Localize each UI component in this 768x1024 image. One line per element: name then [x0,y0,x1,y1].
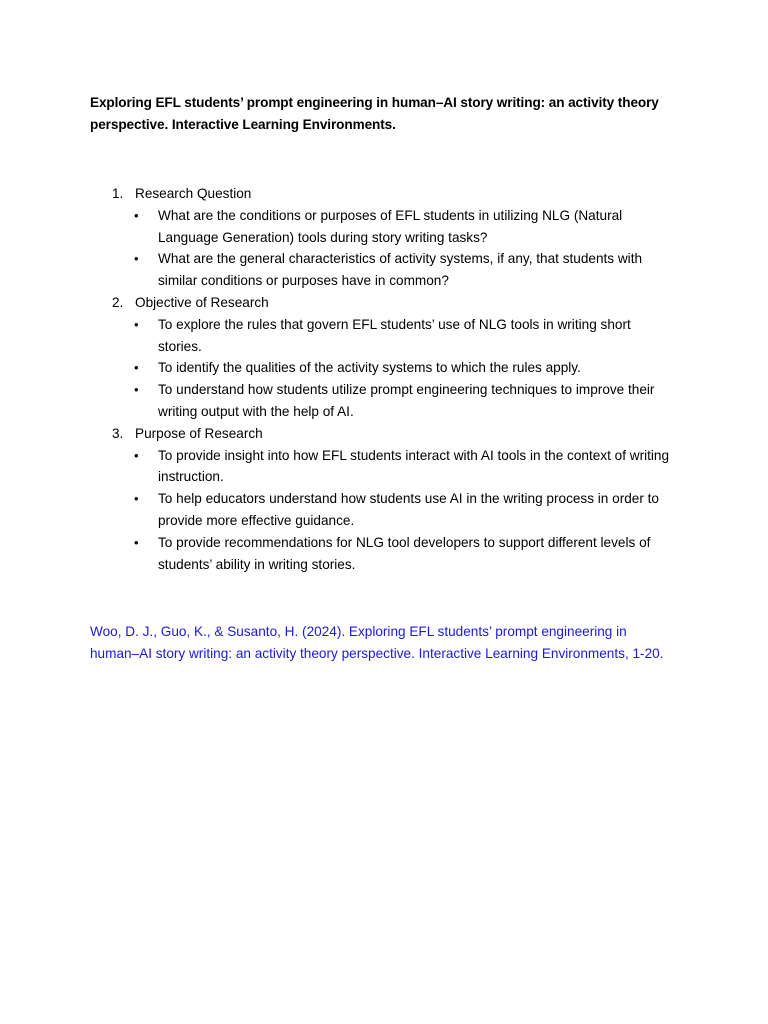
list-item-text: To understand how students utilize prompt engineering techniques to improve their writing output with the help of AI. [158,382,655,419]
bullet-icon: • [134,207,139,223]
section-number: 2. [112,294,124,310]
bullet-icon: • [134,360,139,376]
list-item-text: To provide insight into how EFL students interact with AI tools in the context of writing instruction. [158,447,670,485]
citation-reference: Woo, D. J., Guo, K., & Susanto, H. (2024). Exploring EFL students’ prompt engineering in human–AI story writing: an activity theory perspective. Interactive Learning Environments, 1-20. [90,624,664,661]
section-research-question [90,183,690,292]
bullet-list [90,314,690,423]
section-title: Objective of Research [135,294,269,310]
list-item [90,488,676,532]
list-item [90,357,676,379]
bullet-icon: • [134,316,139,332]
bullet-icon: • [134,251,139,267]
bullet-icon: • [134,491,139,507]
list-item [90,205,676,249]
list-item-text: What are the general characteristics of activity systems, if any, that students with similar conditions or purposes have in common? [158,251,643,289]
section-heading [90,423,690,445]
section-heading [90,292,690,314]
bullet-icon: • [134,382,139,398]
bullet-icon: • [134,447,139,463]
section-number: 1. [112,186,124,201]
document-title: Exploring EFL students’ prompt engineering in human–AI story writing: an activity theory perspective. Interactive Learning Environments. [90,95,659,132]
bullet-list [90,445,690,576]
list-item-text: To provide recommendations for NLG tool developers to support different levels of students’ ability in writing stories. [158,534,651,572]
bullet-list [90,205,690,292]
list-item-text: To help educators understand how students use AI in the writing process in order to provide more effective guidance. [158,491,659,528]
section-title: Research Question [135,186,252,201]
list-item-text: What are the conditions or purposes of EFL students in utilizing NLG (Natural Language Generation) tools during story writing tasks? [158,207,623,245]
list-item-text: To identify the qualities of the activity systems to which the rules apply. [158,360,581,376]
section-purpose-of-research [90,423,690,576]
section-heading [90,183,690,205]
list-item [90,445,676,489]
research-outline [90,183,690,575]
list-item [90,379,676,423]
bullet-icon: • [134,534,139,550]
list-item [90,248,676,292]
section-title: Purpose of Research [135,425,263,441]
list-item [90,532,676,576]
list-item-text: To explore the rules that govern EFL students’ use of NLG tools in writing short stories. [158,316,631,354]
list-item [90,314,676,358]
section-objective-of-research [90,292,690,423]
section-number: 3. [112,425,124,441]
